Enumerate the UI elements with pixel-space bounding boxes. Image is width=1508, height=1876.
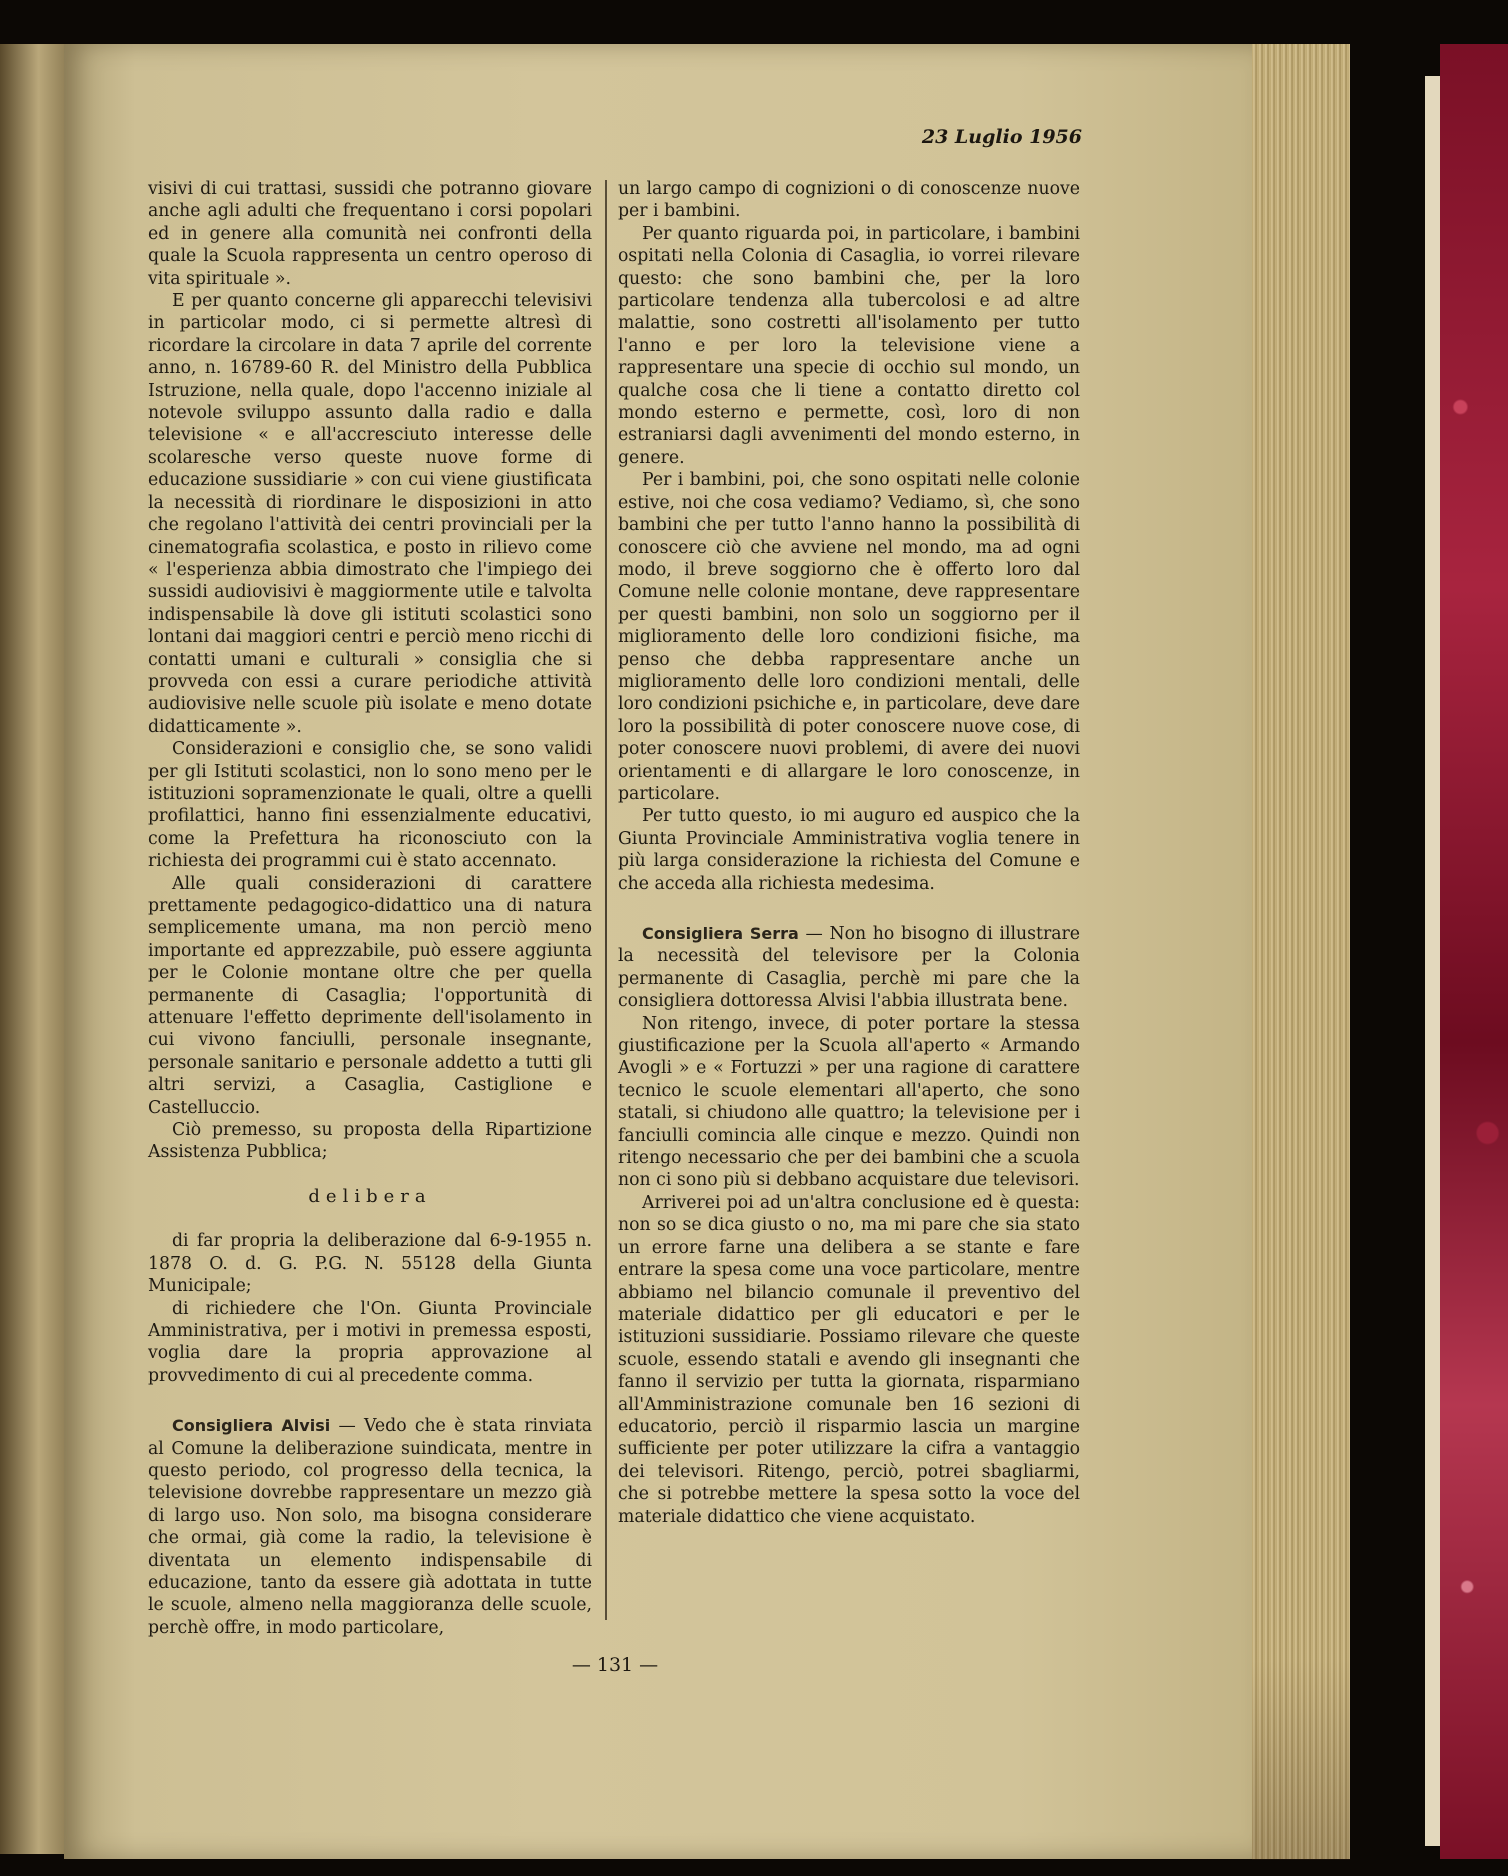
paragraph: Alle quali considerazioni di carattere prettamente pedagogico-didattico una di natura semplicemente umana, ma non perciò meno importante ed apprezzabile, può essere aggiunta per le Colonie montane oltre che per quella permanente di Casaglia; l'opportunità di attenuare l'effetto deprimente dell'isolamento in cui vivono fanciulli, personale insegnante, personale sanitario e personale addetto a tutti gli altri servizi, a Casaglia, Castiglione e Castelluccio. <box>148 873 592 1118</box>
speech-text: — Non ho bisogno di illustrare la necessità del televisore per la Colonia permanente di Casaglia, perchè mi pare che la consigliera dottoressa Alvisi l'abbia illustrata bene. <box>618 924 1080 1012</box>
right-column <box>618 178 1080 1528</box>
page-block-shadow <box>1252 1660 1350 1860</box>
speaker-name: Consigliera Serra <box>642 924 799 943</box>
resolution: di richiedere che l'On. Giunta Provinciale Amministrativa, per i motivi in premessa esposti, voglia dare la propria approvazione al provvedimento di cui al precedente comma. <box>148 1298 592 1386</box>
resolution: di far propria la deliberazione dal 6-9-1955 n. 1878 O. d. G. P.G. N. 55128 della Giunta Municipale; <box>148 1231 592 1297</box>
speaker-name: Consigliera Alvisi <box>172 1416 331 1436</box>
paragraph: Per quanto riguarda poi, in particolare, i bambini ospitati nella Colonia di Casaglia, io vorrei rilevare questo: che sono bambini che, per la loro particolare tendenza alla tubercolosi e ad altre malattie, sono costretti all'isolamento per tutto l'anno e per loro la televisione viene a rappresentare una specie di occhio sul mondo, un qualche cosa che li tiene a contatto diretto col mondo esterno e permette, così, loro di non estraniarsi dagli avvenimenti del mondo esterno, in genere. <box>618 223 1080 468</box>
paragraph: Ciò premesso, su proposta della Ripartizione Assistenza Pubblica; <box>148 1120 592 1163</box>
paragraph: Per i bambini, poi, che sono ospitati nelle colonie estive, noi che cosa vediamo? Vediamo, sì, che sono bambini che per tutto l'anno hanno la possibilità di conoscere ciò che avviene nel mondo, ma ad ogni modo, il breve soggiorno che è offerto loro dal Comune nelle colonie montane, deve rappresentare per questi bambini, non solo un soggiorno per il miglioramento delle loro condizioni fisiche, ma penso che debba rappresentare anche un miglioramento delle loro condizioni mentali, delle loro condizioni psichiche e, in particolare, deve dare loro la possibilità di poter conoscere nuove cose, di poter conoscere nuovi problemi, di avere dei nuovi orientamenti e di allargare le loro conoscenze, in particolare. <box>618 470 1080 804</box>
delibera-heading: delibera <box>308 1185 432 1207</box>
paragraph: un largo campo di cognizioni o di conoscenze nuove per i bambini. <box>618 179 1080 222</box>
facing-page-edge <box>0 44 70 1854</box>
paragraph: E per quanto concerne gli apparecchi televisivi in particolar modo, ci si permette altresì di ricordare la circolare in data 7 aprile del corrente anno, n. 16789-60 R. del Ministro della Pubblica Istruzione, nella quale, dopo l'accenno iniziale al notevole sviluppo assunto dalla radio e dalla televisione « e all'accresciuto interesse delle scolaresche verso queste nuove forme di educazione sussidiarie » con cui viene giustificata la necessità di riordinare le disposizioni in atto che regolano l'attività dei centri provinciali per la cinematografia scolastica, e posto in rilievo come « l'esperienza abbia dimostrato che l'impiego dei sussidi audiovisivi è maggiormente utile e talvolta indispensabile là dove gli istituti scolastici sono lontani dai maggiori centri e perciò meno ricchi di contatti umani e culturali » consiglia che si provveda con essi a curare periodiche attività audiovisive nelle scuole più isolate e meno dotate didatticamente ». <box>148 291 592 737</box>
left-column <box>148 178 592 1639</box>
page-number: — 131 — <box>571 1654 659 1676</box>
paragraph: Considerazioni e consiglio che, se sono validi per gli Istituti scolastici, non lo sono meno per le istituzioni sopramenzionate le quali, oltre a quelli profilattici, hanno fini essenzialmente educativi, come la Prefettura ha riconosciuto con la richiesta dei programmi cui è stato accennato. <box>148 739 592 872</box>
paragraph: visivi di cui trattasi, sussidi che potranno giovare anche agli adulti che frequentano i corsi popolari ed in genere alla comunità nei confronti della quale la Scuola rappresenta un centro operoso di vita spirituale ». <box>148 179 592 289</box>
paragraph: Per tutto questo, io mi auguro ed auspico che la Giunta Provinciale Amministrativa voglia tenere in più larga considerazione la richiesta del Comune e che acceda alla richiesta medesima. <box>618 806 1080 894</box>
speech-serra <box>618 923 1080 1013</box>
paragraph: Arriverei poi ad un'altra conclusione ed è questa: non so se dica giusto o no, ma mi pare che sia stato un errore farne una delibera a se stante e fare entrare la spesa come una voce particolare, mentre abbiamo nel bilancio comunale il preventivo del materiale didattico per gli educatori e per le istituzioni sussidiarie. Possiamo rilevare che queste scuole, essendo statali e avendo gli insegnanti che fanno il servizio per tutta la giornata, risparmiano all'Amministrazione comunale ben 16 sezioni di educatorio, perciò il risparmio lascia un margine sufficiente per poter utilizzare la cifra a vantaggio dei televisori. Ritengo, perciò, potrei sbagliarmi, che si potrebbe mettere la spesa sotto la voce del materiale didattico che viene acquistato. <box>618 1192 1080 1527</box>
paragraph: Non ritengo, invece, di poter portare la stessa giustificazione per la Scuola all'aperto « Armando Avogli » e « Fortuzzi » per una ragione di carattere tecnico le scuole elementari all'aperto, che sono statali, si chiudono alle quattro; la televisione per i fanciulli comincia alle cinque e mezzo. Quindi non ritengo necessario che per dei bambini che a scuola non ci sono più si debbano acquistare due televisori. <box>618 1013 1080 1191</box>
speech-alvisi <box>148 1415 592 1639</box>
page-block-edges <box>1252 44 1350 1859</box>
column-divider <box>605 180 607 1620</box>
speech-text: — Vedo che è stata rinviata al Comune la deliberazione suindicata, mentre in questo periodo, col progresso della tecnica, la televisione dovrebbe rappresentare un mezzo già di largo uso. Non solo, ma bisogna considerare che ormai, già come la radio, la televisione è diventata un elemento indispensabile di educazione, tanto da essere già adottata in tutte le scuole, almeno nella maggioranza delle scuole, perchè offre, in modo particolare, <box>148 1416 592 1638</box>
running-header-date: 23 Luglio 1956 <box>921 126 1082 148</box>
marbled-cover <box>1440 44 1508 1859</box>
